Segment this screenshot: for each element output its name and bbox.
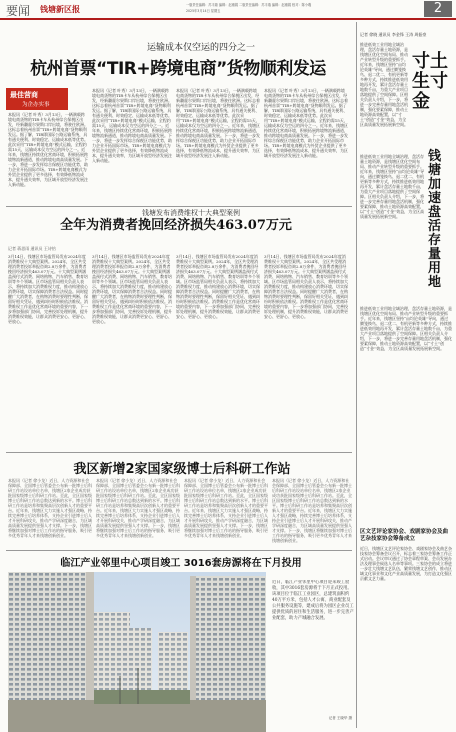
second-byline: 记者 蒋思雨 通讯员 王诗怡 bbox=[8, 246, 56, 251]
third-body-col4: 本报讯（记者 徐小龙）近日，人力资源和社会保障部、全国博士后管委会公布新一批博士后科研工作站设站单位名单，钱塘区2家企业成功获批国家级博士后科研工作站。至此，全区国家级博士后科研工作站总数达到新的水平。博士后科研工作站是培养和集聚高层次创新人才的重要平台。近年来，钱塘区大力实施人才强区战略，持续完善博士后培养体系，支持企业引进博士后人才开展科研攻关，推动产学研深度融合，为区域高质量发展提供坚强人才支撑。下一步，钱塘区将继续加强对博士后工作站的指导服务，吸引更多优秀青年人才来钱塘创新创业。 bbox=[272, 478, 352, 543]
fourth-body: 近日，临江产业邻里中心项目迎来竣工验收，其中3016套房源将于下月正式投用。该项目位于临江工业园区，总建筑面积约40万平方米，包括人才公寓、商业配套及公共服务设施等，建成后将为园区企业员工提供优质的居住和生活服务，进一步完善产业配套，助力产城融合发展。 bbox=[272, 580, 354, 621]
issue-date: 2025年3月14日 星期五 bbox=[186, 9, 221, 13]
lead-body-col3: 本报讯（记者 叶秀）3月13日，一辆满载跨境电商货物的TIR卡车从杭州综合保税区出发，经新疆霍尔果斯口岸出境，将驶往欧洲。这标志着杭州首票“TIR+跨境电商”货物顺利发运。据了解，TIR即国际公路运输系统，具有通关便利、时效稳定、运输成本低等优势。此次采用“TIR+跨境电商”模式运输，全程约需15天，运输成本仅为空运的四分之一。近年来，钱塘区持续优化营商环境，积极拓展跨境物流新通道，推动跨境电商高质量发展。下一步，将进一步发挥综合保税区功能优势，助力企业开拓国际市场。TIR+跨境电商模式为外贸企业提供了更多选择，有效降低物流成本，提升通关效率，为区域开放型经济发展注入新动能。 bbox=[176, 88, 260, 158]
lead-body-col4: 本报讯（记者 叶秀）3月13日，一辆满载跨境电商货物的TIR卡车从杭州综合保税区出发，经新疆霍尔果斯口岸出境，将驶往欧洲。这标志着杭州首票“TIR+跨境电商”货物顺利发运。据了解，TIR即国际公路运输系统，具有通关便利、时效稳定、运输成本低等优势。此次采用“TIR+跨境电商”模式运输，全程约需15天，运输成本仅为空运的四分之一。近年来，钱塘区持续优化营商环境，积极拓展跨境物流新通道，推动跨境电商高质量发展。下一步，将进一步发挥综合保税区功能优势，助力企业开拓国际市场。TIR+跨境电商模式为外贸企业提供了更多选择，有效降低物流成本，提升通关效率，为区域开放型经济发展注入新动能。 bbox=[264, 88, 348, 158]
right-body-mid: 推进低效工业用地全域治理，盘活存量土地资源，是钱塘区优化空间布局、推动产业转型升级的重要抓手。近年来，钱塘区坚持“亩均论英雄”导向，通过腾笼换鸟、退二优二、有机更新等多种方式，持续推进低效用地再开发，累计盘活存量土地数千亩，为重大产业项目落地提供了空间保障。区相关负责人介绍，下一步，将进一步完善存量用地盘活机制，强化要素保障，推动土地资源高效配置，以“寸土”创造“寸金”效益，为全区高质量发展拓展新空间。 bbox=[360, 154, 425, 219]
badge-title: 最佳营商 bbox=[10, 91, 38, 99]
lead-headline: 杭州首票“TIR+跨境电商”货物顺利发运 bbox=[30, 59, 326, 79]
right-body-top: 推进低效工业用地全域治理，盘活存量土地资源，是钱塘区优化空间布局、推动产业转型升级的重要抓手。近年来，钱塘区坚持“亩均论英雄”导向，通过腾笼换鸟、退二优二、有机更新等多种方式，持续推进低效用地再开发，累计盘活存量土地数千亩，为重大产业项目落地提供了空间保障。区相关负责人介绍，下一步，将进一步完善存量用地盘活机制，强化要素保障，推动土地资源高效配置，以“寸土”创造“寸金”效益，为全区高质量发展拓展新空间。 bbox=[360, 42, 408, 127]
third-headline: 我区新增2家国家级博士后科研工作站 bbox=[73, 462, 291, 477]
second-body-col2: 3月14日，钱塘区市场监管局发布2024年度消费维权十大典型案例。2024年，全区共受理消费者投诉举报咨询2.8万余件，为消费者挽回经济损失463.07万元。十大典型案例涵盖预付式消费、网络购物、汽车销售、教育培训等多个领域。区市场监管局相关负责人表示，将持续加大消费维权力度，推动构建放心消费环境，切实保障消费者合法权益。同时提醒广大消费者，在购物消费时要理性判断，保留好相关凭证，遇到纠纷时积极依法维权。消费维权工作是优化营商环境的重要内容，下一步将加强部门协同，完善投诉处理机制，提升消费维权效能，让群众消费更安心、更舒心、更放心。 bbox=[92, 254, 172, 324]
second-headline: 全年为消费者挽回经济损失463.07万元 bbox=[60, 218, 292, 233]
right-headline: 区文艺评论家协会、戏剧家协会及曲艺杂技家协会筹备成立 bbox=[360, 529, 449, 542]
fourth-headline: 临江产业邻里中心项目竣工 3016套房源将在下月投用 bbox=[60, 558, 302, 569]
right-title-vertical: 寸土生寸金 bbox=[412, 51, 448, 112]
third-body-col2: 本报讯（记者 徐小龙）近日，人力资源和社会保障部、全国博士后管委会公布新一批博士后科研工作站设站单位名单，钱塘区2家企业成功获批国家级博士后科研工作站。至此，全区国家级博士后科研工作站总数达到新的水平。博士后科研工作站是培养和集聚高层次创新人才的重要平台。近年来，钱塘区大力实施人才强区战略，持续完善博士后培养体系，支持企业引进博士后人才开展科研攻关，推动产学研深度融合，为区域高质量发展提供坚强人才支撑。下一步，钱塘区将继续加强对博士后工作站的指导服务，吸引更多优秀青年人才来钱塘创新创业。 bbox=[96, 478, 180, 538]
third-body-col1: 本报讯（记者 徐小龙）近日，人力资源和社会保障部、全国博士后管委会公布新一批博士后科研工作站设站单位名单，钱塘区2家企业成功获批国家级博士后科研工作站。至此，全区国家级博士后科研工作站总数达到新的水平。博士后科研工作站是培养和集聚高层次创新人才的重要平台。近年来，钱塘区大力实施人才强区战略，持续完善博士后培养体系，支持企业引进博士后人才开展科研攻关，推动产学研深度融合，为区域高质量发展提供坚强人才支撑。下一步，钱塘区将继续加强对博士后工作站的指导服务，吸引更多优秀青年人才来钱塘创新创业。 bbox=[8, 478, 92, 538]
right-body-lower: 推进低效工业用地全域治理，盘活存量土地资源，是钱塘区优化空间布局、推动产业转型升级的重要抓手。近年来，钱塘区坚持“亩均论英雄”导向，通过腾笼换鸟、退二优二、有机更新等多种方式，持续推进低效用地再开发，累计盘活存量土地数千亩，为重大产业项目落地提供了空间保障。区相关负责人介绍，下一步，将进一步完善存量用地盘活机制，强化要素保障，推动土地资源高效配置，以“寸土”创造“寸金”效益，为全区高质量发展拓展新空间。 bbox=[360, 306, 452, 351]
brand-badge bbox=[6, 88, 68, 110]
right-byline: 记者 徐晓 通讯员 李金锋 王涛 周振豪 bbox=[360, 32, 427, 37]
right-body-bottom: 近日，钱塘区文艺评论家协会、戏剧家协会及曲艺杂技家协会筹备会议召开，标志着三家协会筹备工作正式启动。会议审议通过了协会章程草案、会员发展办法及理事会候选人名单等事项。三家协会的成立将进一步壮大钱塘文艺队伍，繁荣钱塘文艺创作，推动区域文化事业和文化产业高质量发展，为打造文化强区贡献文艺力量。 bbox=[360, 546, 452, 581]
building-photo bbox=[8, 572, 266, 732]
editor-line: 一版责任编辑：苏丰瑞 编辑：赵湘娟 二版责任编辑：苏丰瑞 编辑：赵湘娟 校对：陈小瑕 bbox=[186, 3, 312, 7]
second-body-col4: 3月14日，钱塘区市场监管局发布2024年度消费维权十大典型案例。2024年，全区共受理消费者投诉举报咨询2.8万余件，为消费者挽回经济损失463.07万元。十大典型案例涵盖预付式消费、网络购物、汽车销售、教育培训等多个领域。区市场监管局相关负责人表示，将持续加大消费维权力度，推动构建放心消费环境，切实保障消费者合法权益。同时提醒广大消费者，在购物消费时要理性判断，保留好相关凭证，遇到纠纷时积极依法维权。消费维权工作是优化营商环境的重要内容，下一步将加强部门协同，完善投诉处理机制，提升消费维权效能，让群众消费更安心、更舒心、更放心。 bbox=[264, 254, 348, 319]
page-number: 2 bbox=[424, 1, 452, 17]
second-body-col1: 3月14日，钱塘区市场监管局发布2024年度消费维权十大典型案例。2024年，全区共受理消费者投诉举报咨询2.8万余件，为消费者挽回经济损失463.07万元。十大典型案例涵盖预付式消费、网络购物、汽车销售、教育培训等多个领域。区市场监管局相关负责人表示，将持续加大消费维权力度，推动构建放心消费环境，切实保障消费者合法权益。同时提醒广大消费者，在购物消费时要理性判断，保留好相关凭证，遇到纠纷时积极依法维权。消费维权工作是优化营商环境的重要内容，下一步将加强部门协同，完善投诉处理机制，提升消费维权效能，让群众消费更安心、更舒心、更放心。 bbox=[8, 254, 88, 324]
third-body-col3: 本报讯（记者 徐小龙）近日，人力资源和社会保障部、全国博士后管委会公布新一批博士后科研工作站设站单位名单，钱塘区2家企业成功获批国家级博士后科研工作站。至此，全区国家级博士后科研工作站总数达到新的水平。博士后科研工作站是培养和集聚高层次创新人才的重要平台。近年来，钱塘区大力实施人才强区战略，持续完善博士后培养体系，支持企业引进博士后人才开展科研攻关，推动产学研深度融合，为区域高质量发展提供坚强人才支撑。下一步，钱塘区将继续加强对博士后工作站的指导服务，吸引更多优秀青年人才来钱塘创新创业。 bbox=[184, 478, 268, 538]
lead-body-col2: 本报讯（记者 叶秀）3月13日，一辆满载跨境电商货物的TIR卡车从杭州综合保税区出发，经新疆霍尔果斯口岸出境，将驶往欧洲。这标志着杭州首票“TIR+跨境电商”货物顺利发运。据了解，TIR即国际公路运输系统，具有通关便利、时效稳定、运输成本低等优势。此次采用“TIR+跨境电商”模式运输，全程约需15天，运输成本仅为空运的四分之一。近年来，钱塘区持续优化营商环境，积极拓展跨境物流新通道，推动跨境电商高质量发展。下一步，将进一步发挥综合保税区功能优势，助力企业开拓国际市场。TIR+跨境电商模式为外贸企业提供了更多选择，有效降低物流成本，提升通关效率，为区域开放型经济发展注入新动能。 bbox=[92, 88, 172, 163]
paper-name-logo: 钱塘新区报 bbox=[40, 5, 80, 14]
badge-subtitle: 为企办实事 bbox=[22, 102, 50, 108]
second-kicker: 钱塘发布消费维权十大典型案例 bbox=[142, 209, 240, 217]
right-subtitle-vertical: 钱塘加速盘活存量用地 bbox=[428, 149, 442, 290]
masthead bbox=[0, 0, 456, 20]
divider-line bbox=[6, 452, 352, 453]
column-divider bbox=[356, 22, 357, 728]
lead-kicker: 运输成本仅空运的四分之一 bbox=[146, 43, 255, 53]
divider-line bbox=[6, 206, 352, 207]
lead-body-col1: 本报讯（记者 叶秀）3月13日，一辆满载跨境电商货物的TIR卡车从杭州综合保税区出发，经新疆霍尔果斯口岸出境，将驶往欧洲。这标志着杭州首票“TIR+跨境电商”货物顺利发运。据了解，TIR即国际公路运输系统，具有通关便利、时效稳定、运输成本低等优势。此次采用“TIR+跨境电商”模式运输，全程约需15天，运输成本仅为空运的四分之一。近年来，钱塘区持续优化营商环境，积极拓展跨境物流新通道，推动跨境电商高质量发展。下一步，将进一步发挥综合保税区功能优势，助力企业开拓国际市场。TIR+跨境电商模式为外贸企业提供了更多选择，有效降低物流成本，提升通关效率，为区域开放型经济发展注入新动能。 bbox=[8, 112, 88, 187]
header-meta bbox=[186, 2, 372, 14]
section-title: 要闻 bbox=[6, 4, 31, 18]
photo-credit: 记者 王晓华 摄 bbox=[328, 716, 352, 720]
second-body-col3: 3月14日，钱塘区市场监管局发布2024年度消费维权十大典型案例。2024年，全区共受理消费者投诉举报咨询2.8万余件，为消费者挽回经济损失463.07万元。十大典型案例涵盖预付式消费、网络购物、汽车销售、教育培训等多个领域。区市场监管局相关负责人表示，将持续加大消费维权力度，推动构建放心消费环境，切实保障消费者合法权益。同时提醒广大消费者，在购物消费时要理性判断，保留好相关凭证，遇到纠纷时积极依法维权。消费维权工作是优化营商环境的重要内容，下一步将加强部门协同，完善投诉处理机制，提升消费维权效能，让群众消费更安心、更舒心、更放心。 bbox=[176, 254, 260, 319]
divider-line bbox=[6, 550, 352, 551]
